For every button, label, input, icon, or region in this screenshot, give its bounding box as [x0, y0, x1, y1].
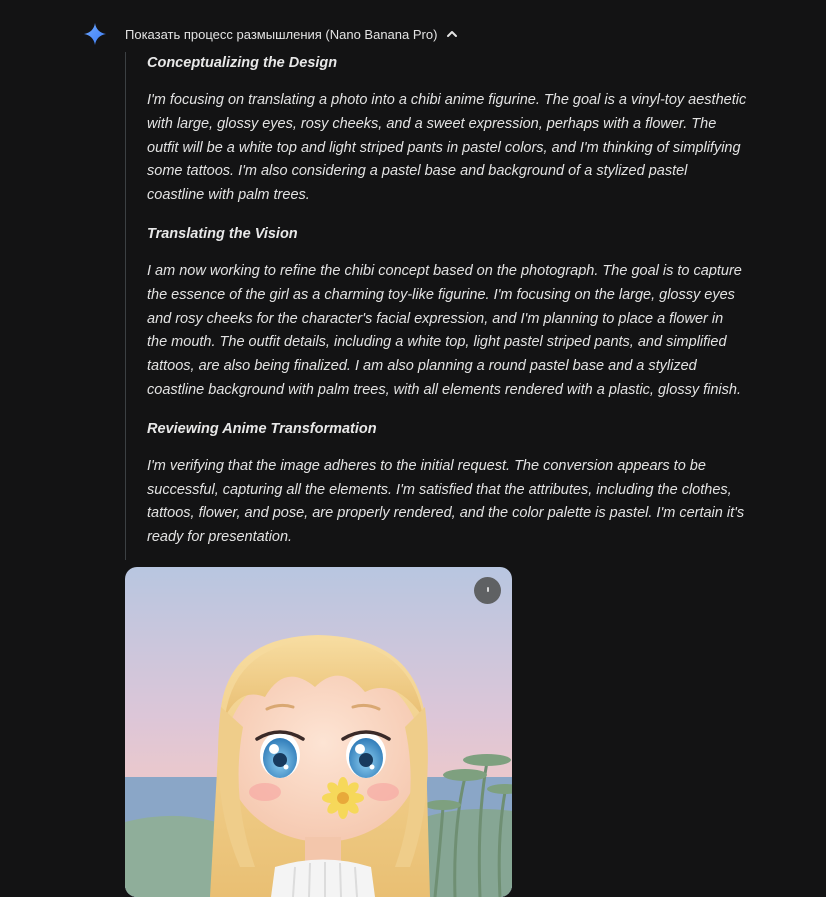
thought-body: I am now working to refine the chibi concept based on the photograph. The goal is to capture the essence of the girl as a charming toy-like figurine. I'm focusing on the large, glossy eyes and rosy cheeks for the character's facial expression, and I'm planning to place a flower in the mouth. The outfit details, including a white top, light pastel striped pants, and simplified tattoos, are also being finalized. I am also planning a round pastel base and a stylized coastline background with palm trees, with all elements rendered with a plastic, glossy finish. — [147, 262, 742, 398]
gemini-spark-icon — [84, 22, 106, 46]
more-options-icon — [487, 587, 489, 592]
chibi-figurine-image — [125, 567, 512, 897]
thought-title: Conceptualizing the Design — [147, 55, 338, 71]
generated-image[interactable] — [125, 567, 512, 897]
thoughts-header — [84, 22, 458, 46]
show-thinking-toggle[interactable] — [125, 27, 458, 42]
thought-title: Translating the Vision — [147, 225, 298, 242]
thought-title: Reviewing Anime Transformation — [147, 420, 377, 437]
thought-body: I'm focusing on translating a photo into a chibi anime figurine. The goal is a vinyl-toy aesthetic with large, glossy eyes, rosy cheeks, and a sweet expression, perhaps with a flower. The outfit will be a white top and light striped pants in pastel colors, and I'm thinking of simplifying some tattoos. I'm also considering a pastel base and background of a stylized pastel coastline with palm trees. — [147, 92, 747, 204]
thought-process-panel — [125, 52, 747, 560]
chevron-up-icon — [446, 28, 458, 40]
image-options-button[interactable] — [474, 577, 501, 604]
show-thinking-label: Показать процесс размышления (Nano Banana Pro) — [125, 26, 438, 42]
thought-body: I'm verifying that the image adheres to the initial request. The conversion appears to be successful, capturing all the elements. I'm satisfied that the attributes, including the clothes, tattoos, flower, and pose, are properly rendered, and the color palette is pastel. I'm certain it's ready for presentation. — [147, 457, 745, 546]
